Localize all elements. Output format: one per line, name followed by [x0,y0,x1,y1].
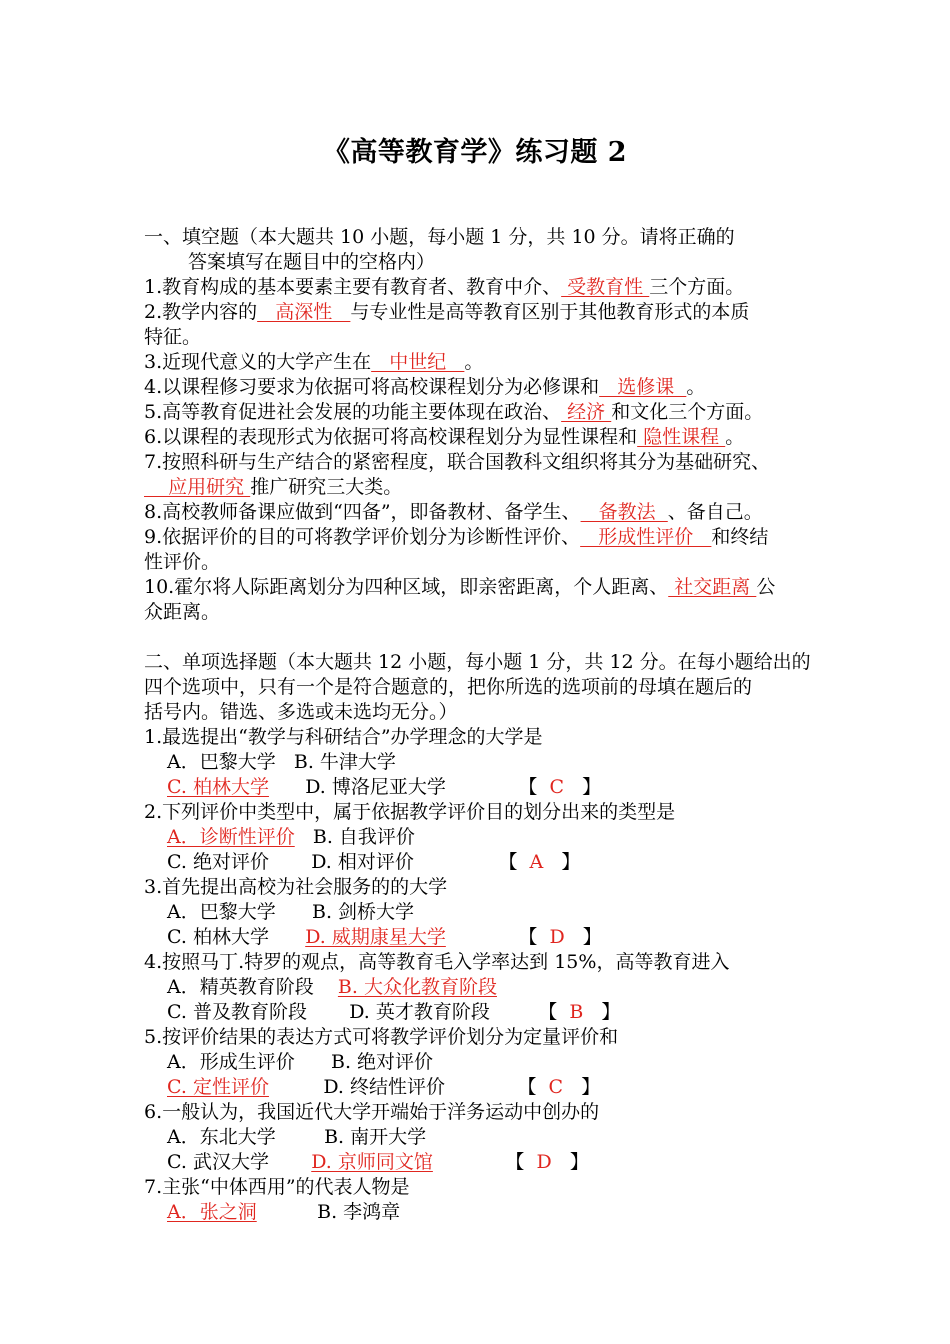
answer-blank: 形成性评价 [580,526,712,548]
option-a: A．巴黎大学 [167,751,276,773]
section2-heading-cont: 括号内。错选、多选或未选均无分。） [144,701,458,723]
answer-bracket: 【 C 】 [518,776,602,798]
fill-question-7: 7.按照科研与生产结合的紧密程度，联合国教科文组织将其分为基础研究、 [144,451,771,473]
option-a: A．形成生评价 [167,1051,295,1073]
answer-bracket: 【 B 】 [538,1001,621,1023]
option-a-correct: A．张之洞 [167,1201,257,1223]
answer-blank: 备教法 [580,501,668,523]
option-a-correct: A．诊断性评价 [167,826,295,848]
fill-question-9: 9.依据评价的目的可将教学评价划分为诊断性评价、 形成性评价 和终结 [144,526,769,548]
choice-question-3: 3.首先提出高校为社会服务的的大学 [144,876,448,898]
fill-question-4: 4.以课程修习要求为依据可将高校课程划分为必修课和 选修课 。 [144,376,706,398]
fill-question-3: 3.近现代意义的大学产生在 中世纪 。 [144,351,484,373]
fill-question-2-cont: 特征。 [144,326,202,348]
fill-question-1: 1.教育构成的基本要素主要有教育者、教育中介、 受教育性 三个方面。 [144,276,745,298]
section2-heading-cont: 四个选项中，只有一个是符合题意的，把你所选的选项前的母填在题后的 [144,676,753,698]
option-c: C. 普及教育阶段 [167,1001,307,1023]
options-row [144,825,862,850]
choice-question-2: 2.下列评价中类型中，属于依据教学评价目的划分出来的类型是 [144,801,676,823]
answer-bracket: 【 D 】 [505,1151,589,1173]
options-row [144,1200,862,1225]
section1-heading-cont: 答案填写在题目中的空格内） [188,251,436,273]
answer-blank: 应用研究 [144,476,251,498]
options-row [144,1150,862,1175]
option-d: D. 相对评价 [311,851,414,873]
option-c: C. 绝对评价 [167,851,269,873]
fill-question-10: 10.霍尔将人际距离划分为四种区域，即亲密距离，个人距离、 社交距离 公 [144,576,776,598]
options-row [144,775,862,800]
section1-heading: 一、填空题（本大题共 10 小题，每小题 1 分，共 10 分。请将正确的 [144,226,735,248]
answer-letter: D [536,1151,552,1173]
options-row [144,925,862,950]
answer-blank: 经济 [561,401,612,423]
option-d-correct: D. 威期康星大学 [305,926,446,948]
option-b: B. 牛津大学 [293,751,396,773]
choice-question-1: 1.最选提出“教学与科研结合”办学理念的大学是 [144,726,543,748]
fill-question-8: 8.高校教师备课应做到“四备”，即备教材、备学生、 备教法 、备自己。 [144,501,763,523]
answer-blank: 受教育性 [561,276,650,298]
option-a: A．精英教育阶段 [167,976,314,998]
choice-question-5: 5.按评价结果的表达方式可将教学评价划分为定量评价和 [144,1026,619,1048]
answer-bracket: 【 C 】 [517,1076,601,1098]
fill-question-7-cont: 应用研究 推广研究三大类。 [144,476,403,498]
fill-question-2: 2.教学内容的 高深性 与专业性是高等教育区别于其他教育形式的本质 [144,301,750,323]
option-a: A．巴黎大学 [167,901,276,923]
fill-question-9-cont: 性评价。 [144,551,221,573]
option-d: D. 博洛尼亚大学 [305,776,446,798]
options-row [144,1000,862,1025]
options-row [144,975,862,1000]
answer-letter: C [548,1076,564,1098]
section2-heading: 二、单项选择题（本大题共 12 小题，每小题 1 分，共 12 分。在每小题给出的 [144,651,811,673]
option-d: D. 英才教育阶段 [349,1001,490,1023]
section-gap [144,625,862,650]
options-row [144,750,862,775]
answer-bracket: 【 D 】 [518,926,602,948]
option-b: B. 南开大学 [324,1126,427,1148]
option-b: B. 李鸿章 [317,1201,401,1223]
answer-letter: B [569,1001,584,1023]
answer-blank: 高深性 [257,301,351,323]
document-body [144,225,862,1225]
fill-question-5: 5.高等教育促进社会发展的功能主要体现在政治、 经济 和文化三个方面。 [144,401,764,423]
option-a: A．东北大学 [167,1126,276,1148]
answer-bracket: 【 A 】 [498,851,581,873]
options-row [144,1050,862,1075]
option-c-correct: C. 柏林大学 [167,776,269,798]
options-row [144,1075,862,1100]
answer-letter: D [549,926,565,948]
answer-blank: 中世纪 [371,351,465,373]
answer-letter: C [549,776,564,798]
fill-question-6: 6.以课程的表现形式为依据可将高校课程划分为显性课程和 隐性课程 。 [144,426,745,448]
option-c-correct: C. 定性评价 [167,1076,269,1098]
choice-question-7: 7.主张“中体西用”的代表人物是 [144,1176,410,1198]
option-b-correct: B. 大众化教育阶段 [337,976,497,998]
answer-letter: A [529,851,544,873]
choice-question-6: 6.一般认为，我国近代大学开端始于洋务运动中创办的 [144,1101,600,1123]
options-row [144,850,862,875]
option-d: D. 终结性评价 [323,1076,445,1098]
option-b: B. 绝对评价 [330,1051,434,1073]
option-c: C. 柏林大学 [167,926,269,948]
answer-blank: 选修课 [599,376,687,398]
option-c: C. 武汉大学 [167,1151,269,1173]
option-b: B. 自我评价 [312,826,415,848]
answer-blank: 隐性课程 [637,426,726,448]
option-d-correct: D. 京师同文馆 [311,1151,433,1173]
options-row [144,900,862,925]
option-b: B. 剑桥大学 [311,901,415,923]
answer-blank: 社交距离 [668,576,757,598]
page-title: 《高等教育学》练习题 2 [322,137,628,168]
choice-question-4: 4.按照马丁.特罗的观点，高等教育毛入学率达到 15%，高等教育进入 [144,951,730,973]
options-row [144,1125,862,1150]
fill-question-10-cont: 众距离。 [144,601,221,623]
